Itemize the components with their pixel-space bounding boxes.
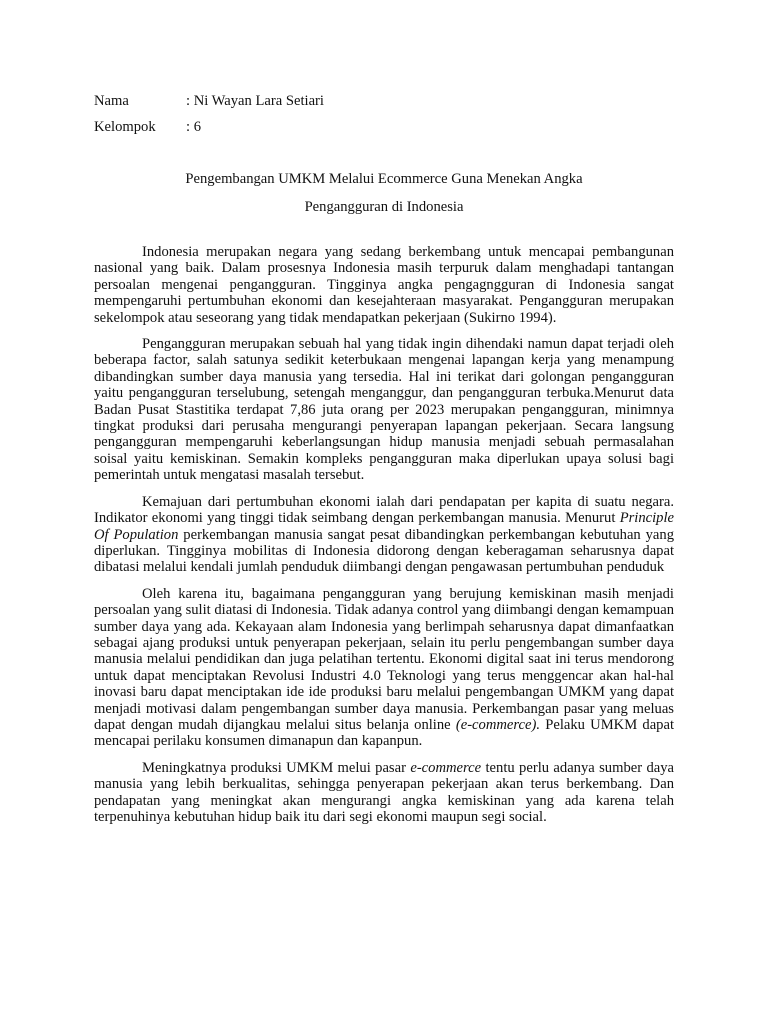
document-body [94,244,674,835]
group-label: Kelompok [94,119,156,135]
paragraph-3-text-b: perkembangan manusia sangat pesat dibandingkan perkembangan kebutuhan yang diperlukan. Tingginya mobilitas di Indonesia didorong dengan keberagaman seharusnya dapat dibatasi melalui kendali jumlah penduduk diimbangi dengan pengawasan pertumbuhan penduduk [94,526,674,576]
paragraph-3 [94,494,674,576]
paragraph-4-italic: (e-commerce). [455,716,540,733]
paragraph-2: Pengangguran merupakan sebuah hal yang tidak ingin dihendaki namun dapat terjadi oleh beberapa factor, salah satunya sedikit keterbukaan mengenai lapangan kerja yang menampung dibandingkan sumber daya manusia yang tersedia. Hal ini terikat dari golongan pengangguran yaitu pengangguran terselubung, setengah menganggur, dan pengangguran terbuka.Menurut data Badan Pusat Stastitika terdapat 7,86 juta orang per 2023 merupakan pengangguran, minimnya tingkat produksi dari perusaha mengurangi penyerapan lapangan pekerjaan. Secara langsung pengangguran mempengaruhi keberlangsungan hidup manusia menjadi sebuah permasalahan soisal yaitu kemiskinan. Semakin kompleks pengangguran maka diperlukan upaya solusi bagi pemerintah untuk mengatasi masalah tersebut. [94,336,674,484]
paragraph-4-text-a: Oleh karena itu, bagaimana pengangguran yang berujung kemiskinan masih menjadi persoalan yang sulit diatasi di Indonesia. Tidak adanya control yang diimbangi dengan kemampuan sumber daya yang ada. Kekayaan alam Indonesia yang berlimpah seharusnya dapat dimanfaatkan sebagai ajang produksi untuk penyerapan pekerjaan, selain itu perlu pengembangan sumber daya manusia melalui pendidikan dan juga pelatihan tertentu. Ekonomi digital saat ini terus mendorong untuk dapat menciptakan Revolusi Industri 4.0 Teknologi yang terus menggencar akan hal-hal inovasi baru dapat menciptakan ide ide produksi baru melalui pengembangan UMKM yang dapat menjadi motivasi dalam pengembangan sumber daya manusia. Perkembangan pasar yang meluas dapat dengan mudah dijangkau melalui situs belanja online [94,585,674,733]
paragraph-3-text-a: Kemajuan dari pertumbuhan ekonomi ialah dari pendapatan per kapita di suatu negara. Indikator ekonomi yang tinggi tidak seimbang dengan perkembangan manusia. Menurut [94,493,674,527]
paragraph-1: Indonesia merupakan negara yang sedang berkembang untuk mencapai pembangunan nasional yang baik. Dalam prosesnya Indonesia masih terpuruk dalam menghadapi tantangan persoalan mengenai pengangguran. Tingginya angka pengagngguran di Indonesia sangat mempengaruhi pertumbuhan ekonomi dan kesejahteraan masyarakat. Pengangguran merupakan sekelompok atau seseorang yang tidak mendapatkan pekerjaan (Sukirno 1994). [94,244,674,326]
group-value: : 6 [186,119,201,135]
title-line-2: Pengangguran di Indonesia [304,199,464,215]
paragraph-4-text-b: Pelaku UMKM dapat mencapai perilaku konsumen dimanapun dan kapanpun. [94,716,674,750]
author-info [94,88,324,140]
name-label: Nama [94,93,129,109]
paragraph-5 [94,760,674,826]
title-line-1: Pengembangan UMKM Melalui Ecommerce Guna Menekan Angka [185,171,583,187]
paragraph-5-text-a: Meningkatnya produksi UMKM melui pasar [142,759,406,776]
name-value: : Ni Wayan Lara Setiari [186,93,324,109]
paragraph-3-italic: Principle Of Population [94,510,674,543]
paragraph-4 [94,586,674,750]
paragraph-5-italic: e-commerce [410,759,482,776]
name-row [94,88,324,114]
group-row [94,114,324,140]
document-title [0,165,768,221]
paragraph-5-text-b: tentu perlu adanya sumber daya manusia yang lebih berkualitas, sehingga penyerapan pekerjaan akan terus berkembang. Dan pendapatan yang meningkat akan mengurangi angka kemiskinan yang ada karena telah terpenuhinya kebutuhan hidup baik itu dari segi ekonomi maupun segi social. [94,759,675,825]
